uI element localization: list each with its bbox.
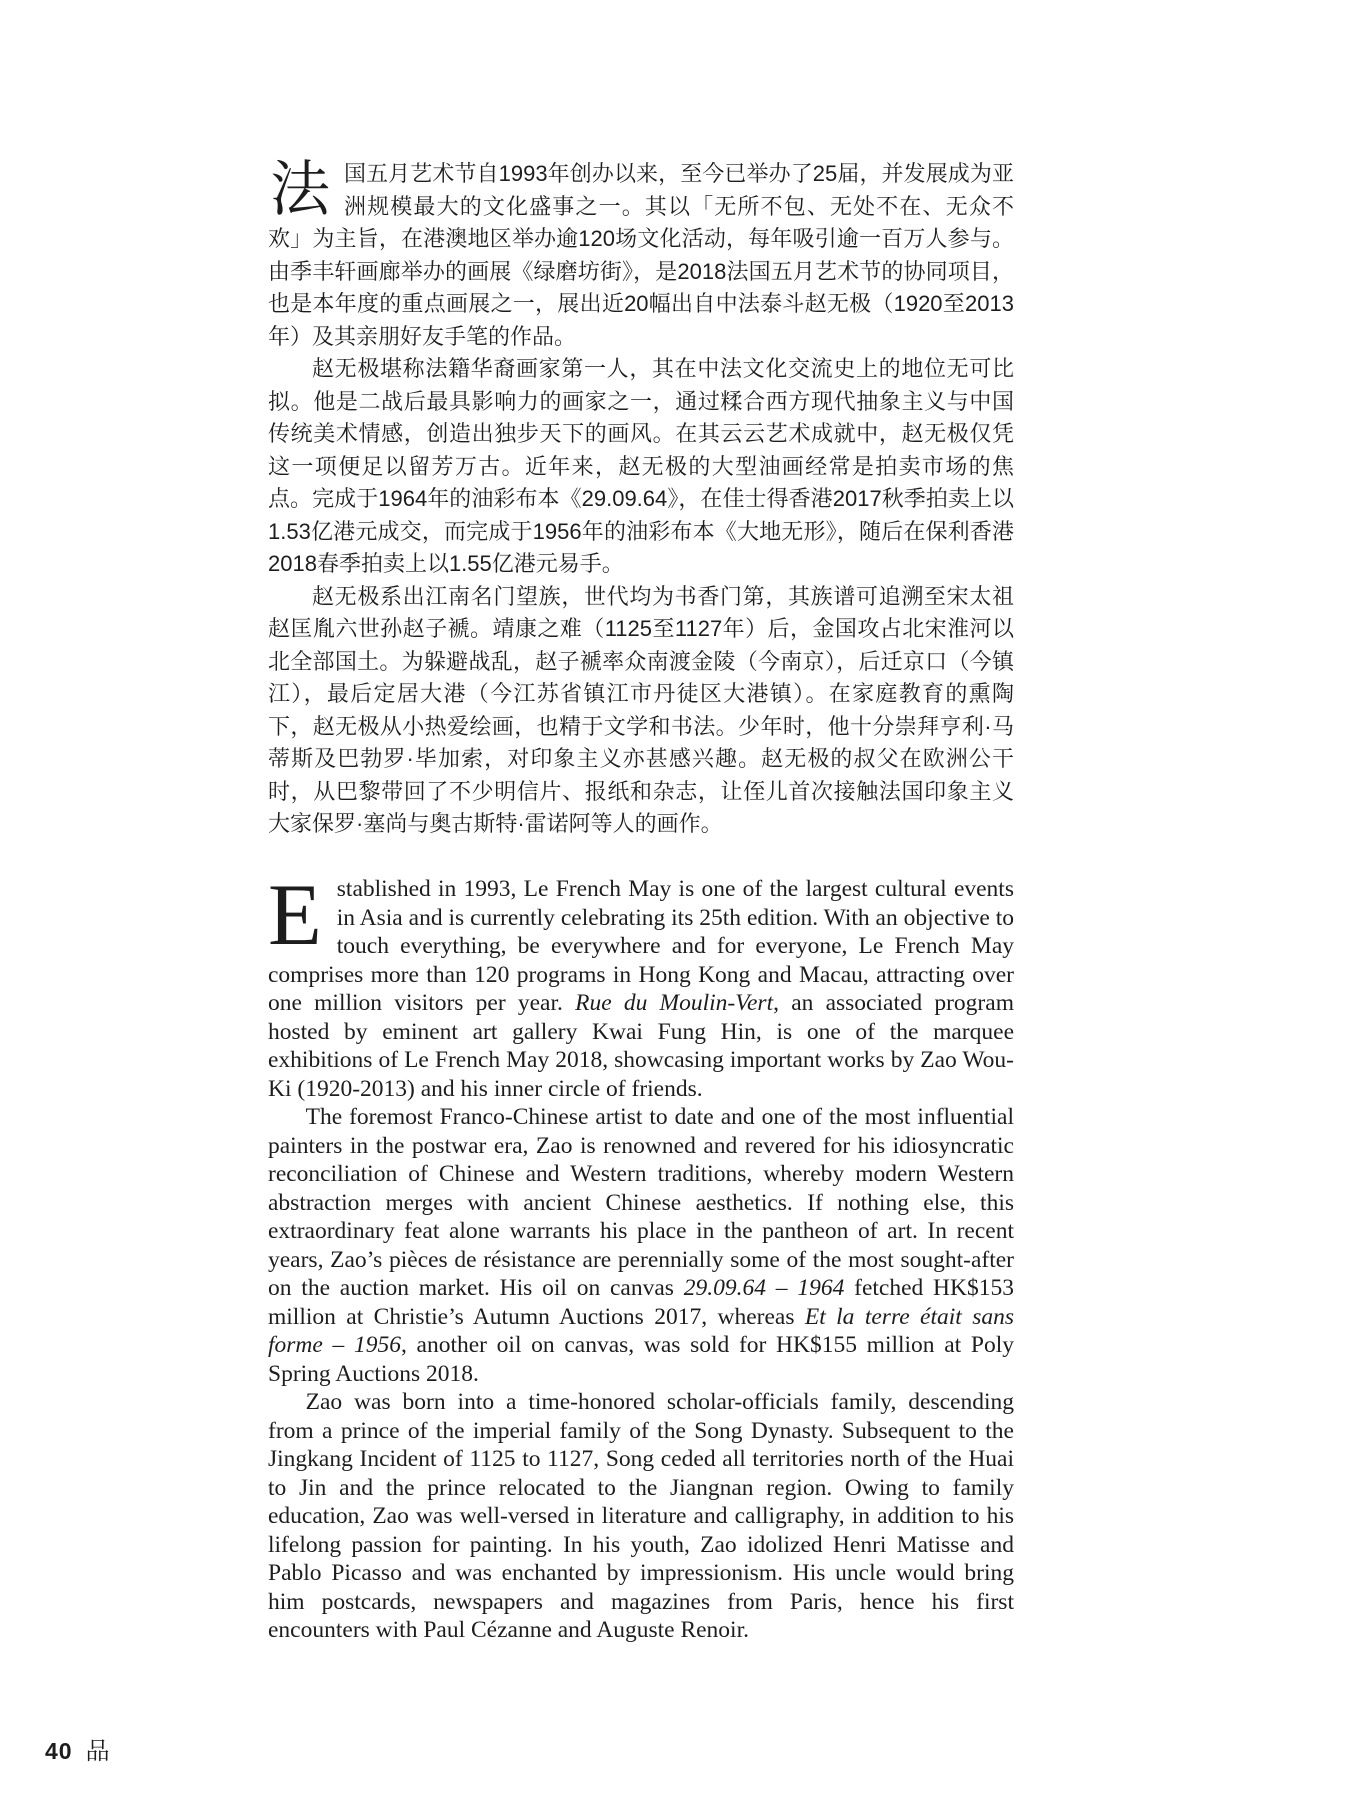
pin-magazine-logo: 品 bbox=[85, 1737, 110, 1765]
chinese-drop-cap: 法 bbox=[270, 156, 330, 223]
chinese-article-section bbox=[268, 158, 1014, 841]
english-paragraph-2: The foremost Franco-Chinese artist to date and one of the most influential painters in the postwar era, Zao is renowned and revered for his idiosyncratic reconciliation of Chinese and Western traditions, whereby modern Western abstraction merges with ancient Chinese aesthetics. If nothing else, this extraordinary feat alone warrants his place in the pantheon of art. In recent years, Zao’s pièces de résistance are perennially some of the most sought-after on the auction market. His oil on canvas 29.09.64 – 1964 fetched HK$153 million at Christie’s Autumn Auctions 2017, whereas Et la terre était sans forme – 1956, another oil on canvas, was sold for HK$155 million at Poly Spring Auctions 2018. bbox=[268, 1104, 1015, 1387]
chinese-paragraph-1 bbox=[268, 158, 1014, 353]
chinese-paragraph-3: 赵无极系出江南名门望族，世代均为书香门第，其族谱可追溯至宋太祖赵匡胤六世孙赵子褫。靖康之难（1125至1127年）后，金国攻占北宋淮河以北全部国土。为躲避战乱，赵子褫率众南渡金陵（今南京），后迁京口（今镇江），最后定居大港（今江苏省镇江市丹徒区大港镇）。在家庭教育的熏陶下，赵无极从小热爱绘画，也精于文学和书法。少年时，他十分崇拜亨利·马蒂斯及巴勃罗·毕加索，对印象主义亦甚感兴趣。赵无极的叔父在欧洲公干时，从巴黎带回了不少明信片、报纸和杂志，让侄儿首次接触法国印象主义大家保罗·塞尚与奥古斯特·雷诺阿等人的画作。 bbox=[268, 583, 1014, 836]
page-number: 40 bbox=[45, 1738, 73, 1764]
page-footer bbox=[45, 1738, 110, 1765]
english-paragraph-1-text: stablished in 1993, Le French May is one of the largest cultural events in Asia and is currently celebrating its 25th edition. With an objective to touch everything, be everywhere and for everyone, Le French May comprises more than 120 programs in Hong Kong and Macau, attracting over one million visitors per year. Rue du Moulin-Vert, an associated program hosted by eminent art gallery Kwai Fung Hin, is one of the marquee exhibitions of Le French May 2018, showcasing important works by Zao Wou-Ki (1920-2013) and his inner circle of friends. bbox=[268, 876, 1014, 1102]
english-article-section bbox=[268, 867, 1015, 1645]
chinese-paragraph-1-text: 国五月艺术节自1993年创办以来，至今已举办了25届，并发展成为亚洲规模最大的文化盛事之一。其以「无所不包、无处不在、无众不欢」为主旨，在港澳地区举办逾120场文化活动，每年吸引逾一百万人参与。由季丰轩画廊举办的画展《绿磨坊街》，是2018法国五月艺术节的协同项目，也是本年度的重点画展之一，展出近20幅出自中法泰斗赵无极（1920至2013年）及其亲朋好友手笔的作品。 bbox=[268, 161, 1014, 349]
english-paragraph-3: Zao was born into a time-honored scholar-officials family, descending from a prince of the imperial family of the Song Dynasty. Subsequent to the Jingkang Incident of 1125 to 1127, Song ceded all territories north of the Huai to Jin and the prince relocated to the Jiangnan region. Owing to family education, Zao was well-versed in literature and calligraphy, in addition to his lifelong passion for painting. In his youth, Zao idolized Henri Matisse and Pablo Picasso and was enchanted by impressionism. His uncle would bring him postcards, newspapers and magazines from Paris, hence his first encounters with Paul Cézanne and Auguste Renoir. bbox=[268, 1389, 1014, 1643]
english-drop-cap: E bbox=[268, 867, 322, 964]
english-paragraph-1 bbox=[268, 867, 1014, 1103]
chinese-paragraph-2: 赵无极堪称法籍华裔画家第一人，其在中法文化交流史上的地位无可比拟。他是二战后最具影响力的画家之一，通过糅合西方现代抽象主义与中国传统美术情感，创造出独步天下的画风。在其云云艺术成就中，赵无极仅凭这一项便足以留芳万古。近年来，赵无极的大型油画经常是拍卖市场的焦点。完成于1964年的油彩布本《29.09.64》，在佳士得香港2017秋季拍卖上以1.53亿港元成交，而完成于1956年的油彩布本《大地无形》，随后在保利香港2018春季拍卖上以1.55亿港元易手。 bbox=[268, 356, 1014, 576]
